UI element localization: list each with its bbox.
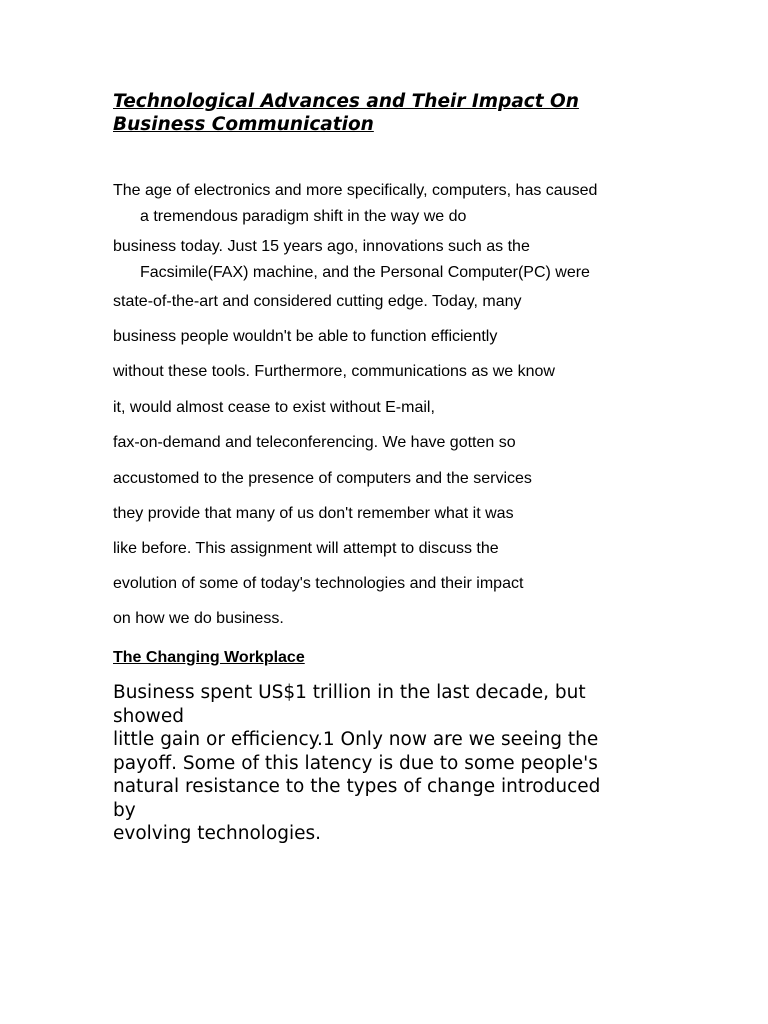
- paragraph: [113, 430, 516, 456]
- document-title-line: Business Communication: [113, 114, 374, 135]
- paragraph-line: business people wouldn't be able to function efficiently: [113, 328, 498, 345]
- paragraph-line: they provide that many of us don't remember what it was: [113, 505, 514, 522]
- paragraph-first-line: The age of electronics and more specifically, computers, has caused: [113, 182, 598, 199]
- document-title: [113, 90, 579, 136]
- paragraph: [113, 234, 590, 286]
- paragraph-line: accustomed to the presence of computers and the services: [113, 470, 532, 487]
- paragraph: [113, 178, 597, 230]
- section-paragraph: [113, 681, 600, 846]
- paragraph-first-line: business today. Just 15 years ago, innovations such as the: [113, 238, 530, 255]
- document-title-line: Technological Advances and Their Impact On: [113, 91, 579, 112]
- paragraph-line: state-of-the-art and considered cutting edge. Today, many: [113, 293, 522, 310]
- section-line: Business spent US$1 trillion in the last decade, but: [113, 682, 586, 703]
- section-line: payoff. Some of this latency is due to some people's: [113, 752, 598, 774]
- paragraph: [113, 466, 532, 492]
- paragraph: [113, 536, 499, 562]
- section-heading: The Changing Workplace: [113, 649, 305, 666]
- section-line: showed: [113, 705, 184, 727]
- paragraph-line: evolution of some of today's technologies and their impact: [113, 575, 524, 592]
- paragraph: [113, 395, 435, 421]
- section-line: by: [113, 799, 136, 821]
- paragraph-line: without these tools. Furthermore, communications as we know: [113, 363, 555, 380]
- paragraph: [113, 359, 555, 385]
- paragraph: [113, 606, 284, 632]
- paragraph-continued-line: Facsimile(FAX) machine, and the Personal Computer(PC) were: [140, 264, 590, 281]
- paragraph-line: like before. This assignment will attempt to discuss the: [113, 540, 499, 557]
- section-line: natural resistance to the types of change introduced: [113, 776, 601, 797]
- paragraph: [113, 324, 497, 350]
- paragraph-line: on how we do business.: [113, 610, 284, 627]
- paragraph-continued-line: a tremendous paradigm shift in the way we do: [140, 208, 467, 225]
- paragraph: [113, 501, 514, 527]
- paragraph-line: it, would almost cease to exist without E-mail,: [113, 399, 435, 416]
- paragraph: [113, 289, 522, 315]
- section-line: evolving technologies.: [113, 823, 322, 844]
- paragraph: [113, 571, 523, 597]
- paragraph-line: fax-on-demand and teleconferencing. We have gotten so: [113, 434, 516, 451]
- section-line: little gain or efficiency.1 Only now are we seeing the: [113, 729, 599, 750]
